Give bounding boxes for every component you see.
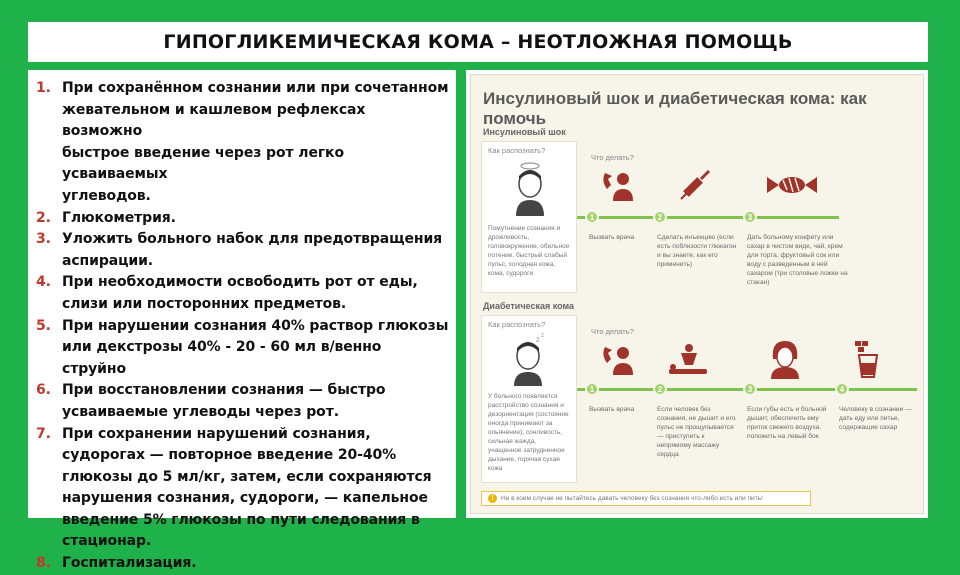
step-text-line: При необходимости освободить рот от еды,: [62, 274, 418, 291]
step-text-line: При сохранённом сознании или при сочетанном: [62, 80, 449, 96]
sugar-glass-icon: [853, 339, 883, 379]
dizzy-head-icon: [510, 160, 550, 216]
diabetic-step-2-text: Если человек без сознания, не дышит и его пульс не прощупывается — приступить к непрямому массажу сердца: [657, 406, 736, 458]
step-text-line: слизи или посторонних предметов.: [62, 295, 347, 312]
insulin-timeline: [577, 216, 839, 219]
step-number: 6.: [36, 382, 51, 399]
diabetic-what-label: Что делать?: [591, 327, 634, 336]
diabetic-recognize-card: [481, 315, 577, 483]
insulin-step-2-dot: 2: [653, 210, 667, 224]
phone-doctor-icon: [599, 341, 635, 377]
insulin-symptoms: Помутнение сознания и дрожливость, головокружение, обильное потение, быстрый слабый пульс, холодная кожа, кома, судороги: [488, 225, 570, 277]
diabetic-section-title: Диабетическая кома: [483, 301, 575, 311]
infographic-panel: [466, 70, 928, 518]
step-text-line: быстрое введение через рот легко усваиваемых: [62, 144, 344, 183]
insulin-recognize-card: [481, 141, 577, 293]
step-text-line: стационар.: [62, 533, 152, 550]
step-text-line: Глюкометрия.: [62, 209, 176, 226]
step-number: 3.: [36, 231, 51, 248]
step-text-line: усваиваемые углеводы через рот.: [62, 403, 339, 420]
insulin-step-1-text: Вызвать врача: [589, 234, 635, 241]
person-icon: [767, 339, 803, 379]
step-number: 4.: [36, 274, 51, 291]
diabetic-step-3-text: Если губы есть и больной дышит, обеспечить ему приток свежего воздуха. положить на левый бок: [747, 406, 827, 440]
step-text-line: При восстановлении сознания — быстро: [62, 382, 386, 399]
step-text-line: При сохранении нарушений сознания,: [62, 425, 371, 442]
steps-list: [36, 78, 450, 575]
insulin-step-2-text: Сделать инъекцию (если есть поблизости глюкагон и вы знаете, как его применить): [657, 234, 737, 268]
step-text-line: Госпитализация.: [62, 555, 197, 572]
step-item: [36, 229, 450, 272]
step-text-line: углеводов.: [62, 187, 151, 204]
insulin-step-3-dot: 3: [743, 210, 757, 224]
insulin-section-title: Инсулиновый шок: [483, 127, 566, 137]
diabetic-step-4-text: Человеку в сознании — дать еду или питье, содержащие сахар: [839, 406, 912, 431]
instructions-panel: [28, 70, 456, 572]
syringe-icon: [677, 169, 713, 203]
step-text-line: введение 5% глюкозы по пути следования в: [62, 511, 420, 528]
diabetic-step-1-text: Вызвать врача: [589, 406, 635, 413]
step-item: [36, 380, 450, 423]
step-number: 2.: [36, 209, 51, 226]
step-text-line: или декстрозы 40% - 20 - 60 мл в/венно струйно: [62, 339, 382, 377]
step-number: 5.: [36, 317, 51, 334]
step-item: [36, 78, 450, 208]
infographic: [470, 74, 924, 514]
page-title: ГИПОГЛИКЕМИЧЕСКАЯ КОМА – НЕОТЛОЖНАЯ ПОМОЩЬ: [163, 31, 793, 53]
title-bar: [28, 22, 928, 62]
diabetic-step-2-dot: 2: [653, 382, 667, 396]
phone-doctor-icon: [599, 167, 635, 203]
warning-icon: !: [488, 494, 497, 503]
warning-text: Ни в коем случае не пытайтесь давать человеку без сознания что-либо есть или пить!: [501, 495, 763, 502]
step-item: [36, 553, 450, 575]
diabetic-step-4-dot: 4: [835, 382, 849, 396]
step-text-line: Уложить больного набок для предотвращения: [62, 231, 443, 248]
candy-icon: [767, 171, 817, 199]
diabetic-step-3-dot: 3: [743, 382, 757, 396]
diabetic-step-1-dot: 1: [585, 382, 599, 396]
step-item: [36, 272, 450, 315]
insulin-recognize-label: Как распознать?: [488, 146, 546, 155]
step-text-line: жевательном и кашлевом рефлексах возможно: [62, 101, 366, 140]
diabetic-symptoms: У больного появляется расстройство сознания и дезориентация (состояние иногда принимают за опьянение), сонливость, сильная жажда, учащенное затрудненное дыхание, горячая сухая кожа: [488, 393, 569, 472]
step-number: 1.: [36, 80, 51, 96]
step-number: 8.: [36, 555, 51, 572]
step-text-line: При нарушении сознания 40% раствор глюкозы: [62, 317, 449, 334]
insulin-step-1-dot: 1: [585, 210, 599, 224]
step-text-line: нарушения сознания, судороги, — капельное: [62, 490, 428, 507]
insulin-what-label: Что делать?: [591, 153, 634, 162]
step-number: 7.: [36, 425, 51, 442]
step-text-line: аспирации.: [62, 252, 154, 269]
step-item: [36, 208, 450, 230]
svg-text:z: z: [541, 333, 544, 339]
cpr-icon: [667, 343, 709, 377]
infographic-title: Инсулиновый шок и диабетическая кома: как помочь: [483, 89, 867, 128]
insulin-step-3-text: Дать больному конфету или сахар в чистом виде, чай, крем для торта, фруктовый сок или воду с разведенным в ней сахаром (три столовые ложки на стакан): [747, 234, 848, 286]
step-item: [36, 424, 450, 554]
svg-text:z: z: [536, 335, 540, 344]
step-text-line: глюкозы до 5 мл/кг, затем, если сохраняются: [62, 468, 432, 485]
step-item: [36, 316, 450, 381]
warning-banner: [481, 491, 811, 506]
step-text-line: судорогах — повторное введение 20-40%: [62, 447, 397, 464]
sleepy-head-icon: [510, 332, 550, 386]
diabetic-recognize-label: Как распознать?: [488, 320, 546, 329]
